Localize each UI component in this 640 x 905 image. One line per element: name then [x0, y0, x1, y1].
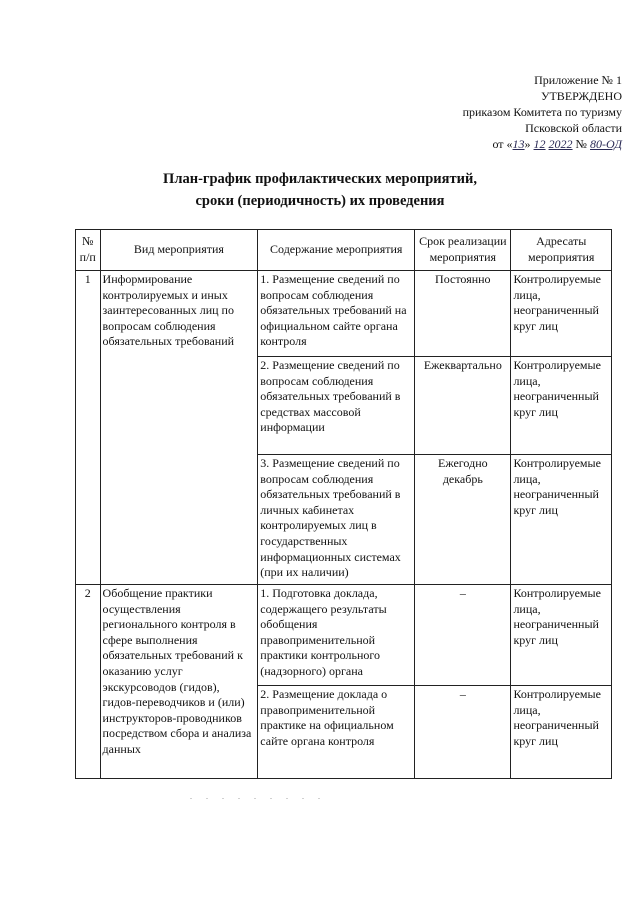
row-term: –	[415, 585, 511, 686]
row-term: Постоянно	[415, 271, 511, 357]
table-row	[76, 585, 612, 686]
scan-artifact: . . . . . . . . .	[190, 792, 326, 801]
row-term: Ежегодно декабрь	[415, 455, 511, 585]
order-label: приказом Комитета по туризму	[462, 105, 622, 119]
row-content: 2. Размещение сведений по вопросам соблюдения обязательных требований в средствах массовой информации	[258, 357, 415, 455]
approval-block	[382, 72, 622, 152]
row-kind: Информирование контролируемых и иных заинтересованных лиц по вопросам соблюдения обязательных требований	[100, 271, 258, 585]
page-title: План-график профилактических мероприятий, сроки (периодичность) их проведения	[163, 171, 477, 209]
appendix-label: Приложение № 1	[534, 73, 622, 87]
table-row	[76, 271, 612, 357]
header-addr: Адресаты мероприятия	[511, 230, 612, 271]
region-label: Псковской области	[525, 121, 622, 135]
row-addr: Контролируемые лица, неограниченный круг лиц	[511, 271, 612, 357]
row-num: 1	[76, 271, 101, 585]
header-kind: Вид мероприятия	[100, 230, 258, 271]
order-month: 12	[533, 137, 546, 151]
row-num: 2	[76, 585, 101, 779]
order-year: 2022	[548, 137, 573, 151]
row-term: Ежеквартально	[415, 357, 511, 455]
row-content: 3. Размещение сведений по вопросам соблюдения обязательных требований в личных кабинетах контролируемых лиц в государственных информационных системах (при их наличии)	[258, 455, 415, 585]
plan-table	[75, 229, 612, 779]
row-addr: Контролируемые лица, неограниченный круг лиц	[511, 585, 612, 686]
header-content: Содержание мероприятия	[258, 230, 415, 271]
header-num: № п/п	[76, 230, 101, 271]
row-content: 1. Подготовка доклада, содержащего результаты обобщения правоприменительной практики контрольного (надзорного) органа	[258, 585, 415, 686]
order-number: 80-ОД	[590, 137, 622, 151]
row-addr: Контролируемые лица, неограниченный круг лиц	[511, 455, 612, 585]
approved-label: УТВЕРЖДЕНО	[540, 89, 622, 103]
row-addr: Контролируемые лица, неограниченный круг лиц	[511, 686, 612, 779]
row-addr: Контролируемые лица, неограниченный круг лиц	[511, 357, 612, 455]
row-content: 1. Размещение сведений по вопросам соблюдения обязательных требований на официальном сайте органа контроля	[258, 271, 415, 357]
row-content: 2. Размещение доклада о правоприменительной практике на официальном сайте органа контроля	[258, 686, 415, 779]
row-kind: Обобщение практики осуществления регионального контроля в сфере выполнения обязательных требований к оказанию услуг экскурсоводов (гидов), гидов-переводчиков и (или) инструкторов-проводников посредством сбора и анализа данных	[100, 585, 258, 779]
table-header-row	[76, 230, 612, 271]
header-term: Срок реализации мероприятия	[415, 230, 511, 271]
order-day: 13	[512, 137, 525, 151]
row-term: –	[415, 686, 511, 779]
order-date-line: от «13» 12 2022 № 80-ОД	[492, 137, 622, 151]
